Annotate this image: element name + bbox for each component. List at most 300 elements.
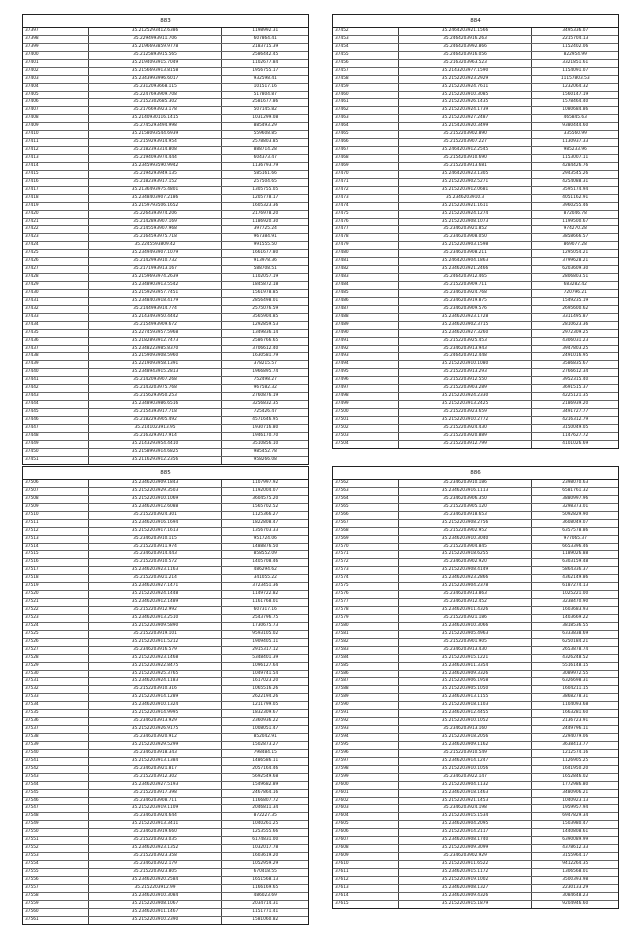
value-cell: 1292859.53: [252, 321, 279, 327]
value-cell: 1211799.05: [252, 702, 279, 708]
value-cell: 1930716.80: [252, 424, 279, 430]
row-id-cell: 37410: [23, 131, 89, 138]
row-id-cell: 37524: [23, 623, 89, 630]
row-id-cell: 37550: [23, 829, 89, 836]
value-cell: 1198992.31: [252, 28, 279, 33]
row-id-cell: 37576: [333, 591, 399, 598]
table-row: [333, 575, 618, 583]
value-cell: 951724.06: [253, 535, 277, 541]
coordinate-cell: 35.2143293954.4410: [89, 441, 223, 448]
value-cell: 1008051.47: [252, 726, 279, 732]
value-cell: 1153007.11: [562, 155, 589, 160]
table-row: [333, 694, 618, 702]
coordinate-cell: 35.2152203910.2772: [399, 417, 533, 424]
coordinate-cell: 35.2348903986.6516: [89, 401, 223, 408]
table-row: [333, 591, 618, 599]
table-row: [333, 655, 618, 663]
coordinate-cell: 35.2152203911.974: [89, 544, 223, 551]
coordinate-cell: 35.2464203912.448: [399, 353, 533, 360]
row-id-cell: 37444: [23, 401, 89, 408]
table-row: [23, 758, 308, 766]
row-id-cell: 37493: [333, 353, 399, 360]
row-id-cell: 37475: [333, 211, 399, 218]
table-row: [333, 583, 618, 591]
value-cell: 11157803.53: [560, 75, 590, 81]
value-cell: 720796.21: [563, 289, 587, 295]
coordinate-cell: 35.2274593957.5968: [89, 330, 223, 337]
coordinate-cell: 35.2346203913.160: [399, 726, 533, 733]
coordinate-cell: 35.2152203908.1073: [399, 219, 533, 226]
row-id-cell: 37563: [333, 488, 399, 495]
value-cell: 6653396.46: [562, 543, 589, 549]
coordinate-cell: 35.2346203912.452: [399, 599, 533, 606]
row-id-cell: 37574: [333, 575, 399, 582]
coordinate-cell: 35.2346203912.6088: [89, 504, 223, 511]
row-id-cell: 37499: [333, 401, 399, 408]
row-id-cell: 37433: [23, 314, 89, 321]
table-row: [333, 734, 618, 742]
row-id-cell: 37426: [23, 258, 89, 265]
coordinate-cell: 35.2346203908.1740: [399, 837, 533, 844]
coordinate-cell: 35.2346203910.186: [399, 480, 533, 487]
coordinate-cell: 35.2152203925.3765: [89, 671, 223, 678]
row-id-cell: 37535: [23, 710, 89, 717]
row-id-cell: 37500: [333, 409, 399, 416]
coordinate-cell: 35.2152203920.889: [399, 433, 533, 440]
coordinate-cell: 35.2152203918.6255: [399, 551, 533, 558]
table-row: [23, 559, 308, 567]
table-row: [23, 678, 308, 686]
value-cell: 4571646.95: [252, 416, 279, 422]
data-table: [23, 480, 308, 924]
value-cell: 378215.57: [253, 361, 277, 367]
coordinate-cell: 35.2346203923.1352: [89, 845, 223, 852]
row-id-cell: 37613: [333, 885, 399, 892]
page-number-header: 885: [23, 467, 308, 480]
value-cell: 872046.78: [563, 210, 587, 216]
coordinate-cell: 35.2346203923.1163: [89, 567, 223, 574]
coordinate-cell: 35.2159793506.1652: [89, 203, 223, 210]
table-row: [333, 686, 618, 694]
row-id-cell: 37419: [23, 203, 89, 210]
row-id-cell: 37422: [23, 226, 89, 233]
coordinate-cell: 35.2346203912.1489: [89, 599, 223, 606]
coordinate-cell: 35.2194093915.7049: [89, 60, 223, 67]
row-id-cell: 37414: [23, 163, 89, 170]
coordinate-cell: 35.2346203921.2466: [399, 266, 533, 273]
table-row: [23, 782, 308, 790]
coordinate-cell: 35.2152203923.358: [89, 853, 223, 860]
row-id-cell: 37434: [23, 322, 89, 329]
table-row: [23, 686, 308, 694]
table-row: [23, 195, 308, 203]
value-cell: 1405708.46: [252, 559, 279, 565]
table-row: [23, 591, 308, 599]
row-id-cell: 37583: [333, 647, 399, 654]
table-row: [23, 433, 308, 441]
table-row: [23, 123, 308, 131]
table-row: [333, 528, 618, 536]
coordinate-cell: 35.2346203915.1172: [399, 869, 533, 876]
row-id-cell: 37595: [333, 742, 399, 749]
value-cell: 974270.28: [563, 226, 587, 232]
table-row: [333, 171, 618, 179]
row-id-cell: 37489: [333, 322, 399, 329]
coordinate-cell: 35.2346203922.179: [89, 861, 223, 868]
row-id-cell: 37408: [23, 115, 89, 122]
coordinate-cell: 35.2464203912.2545: [399, 147, 533, 154]
table-row: [333, 60, 618, 68]
row-id-cell: 37416: [23, 179, 89, 186]
value-cell: 985233.96: [563, 147, 587, 153]
value-cell: 2581677.86: [252, 99, 279, 105]
coordinate-cell: 35.2219093958.1391: [89, 361, 223, 368]
coordinate-cell: 35.2152203914.2117: [399, 829, 533, 836]
table-row: [333, 322, 618, 330]
coordinate-cell: 35.2346203902.3715: [399, 322, 533, 329]
table-row: [333, 52, 618, 60]
row-id-cell: 37429: [23, 282, 89, 289]
value-cell: 1403669.22: [562, 614, 589, 620]
table-row: [23, 306, 308, 314]
coordinate-cell: 35.2152203921.1611: [399, 203, 533, 210]
coordinate-cell: 35.2152203912.0681: [399, 187, 533, 194]
value-cell: 3495336.07: [562, 28, 589, 33]
table-row: [23, 385, 308, 393]
row-id-cell: 37494: [333, 361, 399, 368]
coordinate-cell: 35.2194093974.444: [89, 155, 223, 162]
coordinate-cell: 35.2346203902.920: [399, 559, 533, 566]
value-cell: 1104093.68: [562, 702, 589, 708]
table-row: [333, 282, 618, 290]
table-row: [333, 853, 618, 861]
value-cell: 2294079.06: [562, 734, 589, 739]
table-row: [333, 631, 618, 639]
row-id-cell: 37413: [23, 155, 89, 162]
table-row: [23, 361, 308, 369]
row-id-cell: 37503: [333, 433, 399, 440]
row-id-cell: 37598: [333, 766, 399, 773]
coordinate-cell: 35.2348223985.8370: [89, 346, 223, 353]
value-cell: 1488876.50: [252, 543, 279, 549]
table-row: [333, 92, 618, 100]
row-id-cell: 37564: [333, 496, 399, 503]
coordinate-cell: 35.2152203913.293: [399, 369, 533, 376]
row-id-cell: 37527: [23, 647, 89, 654]
row-id-cell: 37597: [333, 758, 399, 765]
value-cell: 4378612.33: [562, 845, 589, 851]
row-id-cell: 37522: [23, 607, 89, 614]
table-row: [23, 607, 308, 615]
table-row: [333, 369, 618, 377]
value-cell: 1349836.14: [252, 329, 279, 335]
table-row: [333, 829, 618, 837]
value-cell: 1040261.25: [252, 821, 279, 827]
coordinate-cell: 35.2154203910.690: [399, 155, 533, 162]
table-row: [23, 211, 308, 219]
coordinate-cell: 35.2346203909.1162: [399, 742, 533, 749]
table-row: [23, 314, 308, 322]
row-id-cell: 37435: [23, 330, 89, 337]
table-row: [333, 131, 618, 139]
value-cell: 2766612.34: [562, 369, 589, 375]
table-row: [333, 361, 618, 369]
table-row: [333, 99, 618, 107]
value-cell: 1126905.25: [562, 757, 589, 763]
value-cell: 3321851.61: [562, 59, 589, 65]
table-row: [23, 536, 308, 544]
value-cell: 517804.87: [253, 91, 277, 97]
table-row: [333, 877, 618, 885]
coordinate-cell: 35.2152203910.572: [89, 559, 223, 566]
value-cell: 2183715.39: [252, 43, 279, 49]
value-cell: 1652846.02: [562, 773, 589, 779]
table-row: [333, 393, 618, 401]
value-cell: 559608.85: [253, 131, 277, 137]
row-id-cell: 37404: [23, 84, 89, 91]
table-row: [333, 226, 618, 234]
coordinate-cell: 35.2346203911.4326: [399, 607, 533, 614]
coordinate-cell: 35.2346203904.2095: [399, 821, 533, 828]
row-id-cell: 37516: [23, 559, 89, 566]
coordinate-cell: 35.2346203918.343: [89, 750, 223, 757]
table-row: [23, 877, 308, 885]
value-cell: 1565702.52: [252, 503, 279, 509]
value-cell: 486023.69: [253, 892, 277, 898]
row-id-cell: 37615: [333, 901, 399, 908]
table-row: [23, 52, 308, 60]
coordinate-cell: 35.2346203913.863: [399, 591, 533, 598]
coordinate-cell: 35.2346203923.2866: [399, 575, 533, 582]
coordinate-cell: 35.2346203923.1728: [399, 314, 533, 321]
coordinate-cell: 35.2464203923.1305: [399, 171, 533, 178]
value-cell: 2467864.16: [252, 789, 279, 795]
coordinate-cell: 35.2152203902.5271: [399, 179, 533, 186]
table-row: [23, 234, 308, 242]
table-row: [23, 599, 308, 607]
value-cell: 2586766.65: [252, 337, 279, 343]
value-cell: 3868278.31: [562, 694, 589, 700]
row-id-cell: 37538: [23, 734, 89, 741]
value-cell: 958266.08: [253, 456, 277, 462]
row-id-cell: 37511: [23, 520, 89, 527]
coordinate-cell: 35.2152203910.3085: [399, 92, 533, 99]
value-cell: 1096127.64: [252, 662, 279, 668]
table-row: [23, 171, 308, 179]
row-id-cell: 37417: [23, 187, 89, 194]
coordinate-cell: 35.2348903913.5542: [89, 282, 223, 289]
coordinate-cell: 35.2152203915.1879: [399, 901, 533, 908]
coordinate-cell: 35.2182293905.492: [89, 417, 223, 424]
value-cell: 3799628.21: [562, 258, 589, 264]
coordinate-cell: 35.2152203929.5299: [89, 742, 223, 749]
value-cell: 397725.24: [253, 226, 277, 232]
coordinate-cell: 35.2152203909.5890: [89, 623, 223, 630]
table-row: [333, 409, 618, 417]
row-id-cell: 37612: [333, 877, 399, 884]
coordinate-cell: 35.2152203929.3503: [89, 488, 223, 495]
value-cell: 1151771.41: [252, 908, 279, 914]
coordinate-cell: 35.2176693923.178: [89, 107, 223, 114]
value-cell: 1166807.72: [252, 797, 279, 803]
value-cell: 1154091.07: [562, 67, 589, 73]
value-cell: 858552.09: [253, 551, 277, 557]
value-cell: 932598.41: [253, 75, 277, 81]
value-cell: 1440808.61: [562, 829, 589, 835]
coordinate-cell: 35.2152203924.430: [399, 425, 533, 432]
coordinate-cell: 35.2152203921.186: [399, 615, 533, 622]
row-id-cell: 37541: [23, 758, 89, 765]
table-row: [333, 639, 618, 647]
coordinate-cell: 35.2346203922.147: [399, 774, 533, 781]
value-cell: 1189026.88: [562, 551, 589, 557]
value-cell: 1561978.85: [252, 289, 279, 295]
table-row: [333, 813, 618, 821]
coordinate-cell: 35.2152203914.9995: [89, 710, 223, 717]
row-id-cell: 37604: [333, 813, 399, 820]
coordinate-cell: 35.2464203921.1566: [399, 28, 533, 35]
coordinate-cell: 35.2171993913.167: [89, 266, 223, 273]
table-row: [23, 250, 308, 258]
value-cell: 1295054.21: [562, 250, 589, 256]
table-row: [23, 346, 308, 354]
table-row: [23, 623, 308, 631]
table-row: [23, 742, 308, 750]
row-id-cell: 37441: [23, 377, 89, 384]
coordinate-cell: 35.2346203913.943: [399, 346, 533, 353]
value-cell: 1032017.78: [252, 845, 279, 851]
table-row: [23, 544, 308, 552]
coordinate-cell: 35.2152203924.1274: [399, 211, 533, 218]
value-cell: 1199500.67: [562, 218, 589, 224]
value-cell: 1152402.06: [562, 43, 589, 49]
table-row: [23, 805, 308, 813]
row-id-cell: 37458: [333, 76, 399, 83]
coordinate-cell: 35.2145593907.968: [89, 226, 223, 233]
table-row: [333, 234, 618, 242]
row-id-cell: 37442: [23, 385, 89, 392]
row-id-cell: 37415: [23, 171, 89, 178]
row-id-cell: 37571: [333, 551, 399, 558]
coordinate-cell: 35.2152203904.1132: [399, 782, 533, 789]
value-cell: 1049741.54: [252, 670, 279, 676]
row-id-cell: 37575: [333, 583, 399, 590]
value-cell: 2034714.31: [252, 900, 279, 906]
value-cell: 1192004.07: [252, 487, 279, 493]
coordinate-cell: 35.2116293912.2356: [89, 457, 223, 464]
page-number-header: 886: [333, 467, 618, 480]
value-cell: 2491016.95: [562, 353, 589, 359]
value-cell: 1147627.72: [562, 432, 589, 438]
table-row: [23, 107, 308, 115]
row-id-cell: 37599: [333, 774, 399, 781]
row-id-cell: 37449: [23, 441, 89, 448]
row-id-cell: 37525: [23, 631, 89, 638]
value-cell: 977065.37: [563, 535, 587, 541]
row-id-cell: 37476: [333, 219, 399, 226]
coordinate-cell: 35.2346203902.929: [399, 853, 533, 860]
table-row: [23, 869, 308, 877]
table-row: [23, 155, 308, 163]
value-cell: 465845.63: [563, 115, 587, 121]
coordinate-cell: 35.2346203916.1113: [399, 488, 533, 495]
coordinate-cell: 35.2152203908.1067: [89, 901, 223, 908]
coordinate-cell: 35.2346203908.050: [399, 234, 533, 241]
row-id-cell: 37405: [23, 92, 89, 99]
table-row: [333, 219, 618, 227]
data-table: [23, 28, 308, 464]
table-row: [23, 330, 308, 338]
row-id-cell: 37425: [23, 250, 89, 257]
coordinate-cell: 35.2312093668.115: [89, 84, 223, 91]
row-id-cell: 37496: [333, 377, 399, 384]
value-cell: 5692549.68: [252, 773, 279, 779]
value-cell: 2943545.26: [562, 170, 589, 176]
table-row: [333, 195, 618, 203]
coordinate-cell: 35.2154993909.672: [89, 322, 223, 329]
row-id-cell: 37551: [23, 837, 89, 844]
row-id-cell: 37578: [333, 607, 399, 614]
row-id-cell: 37573: [333, 567, 399, 574]
table-row: [23, 845, 308, 853]
coordinate-cell: 35.2152203909.711: [399, 282, 533, 289]
value-cell: 3150049.05: [562, 424, 589, 430]
table-row: [333, 480, 618, 488]
coordinate-cell: 35.2349493907.1079: [89, 250, 223, 257]
table-row: [23, 528, 308, 536]
row-id-cell: 37577: [333, 599, 399, 606]
coordinate-cell: 35.2346203910.3040: [399, 536, 533, 543]
value-cell: 257504.65: [253, 178, 277, 184]
table-row: [23, 139, 308, 147]
row-id-cell: 37484: [333, 282, 399, 289]
coordinate-cell: 35.2346203919.660: [89, 829, 223, 836]
row-id-cell: 37460: [333, 92, 399, 99]
table-row: [333, 671, 618, 679]
coordinate-cell: 35.2156693913.8158: [89, 68, 223, 75]
value-cell: 2695600.62: [562, 305, 589, 311]
coordinate-cell: 35.2152302685.302: [89, 99, 223, 106]
value-cell: 1730675.73: [252, 622, 279, 628]
row-id-cell: 37478: [333, 234, 399, 241]
row-id-cell: 37448: [23, 433, 89, 440]
table-row: [23, 821, 308, 829]
table-row: [333, 861, 618, 869]
table-row: [333, 599, 618, 607]
table-row: [23, 36, 308, 44]
row-id-cell: 37580: [333, 623, 399, 630]
table-row: [23, 322, 308, 330]
coordinate-cell: 35.2346203927.5193: [89, 782, 223, 789]
value-cell: 3084648.23: [562, 892, 589, 898]
row-id-cell: 37546: [23, 798, 89, 805]
value-cell: 4306031.23: [562, 337, 589, 343]
row-id-cell: 37421: [23, 219, 89, 226]
table-row: [333, 385, 618, 393]
coordinate-cell: 35.2152203912.99: [89, 885, 223, 892]
table-row: [333, 115, 618, 123]
row-id-cell: 37520: [23, 591, 89, 598]
table-row: [333, 774, 618, 782]
value-cell: 1603683.93: [562, 607, 589, 612]
coordinate-cell: 35.2152203923.805: [89, 869, 223, 876]
value-cell: 1080684.86: [562, 107, 589, 113]
row-id-cell: 37488: [333, 314, 399, 321]
row-id-cell: 37585: [333, 663, 399, 670]
coordinate-cell: 35.2152203903.289: [399, 385, 533, 392]
row-id-cell: 37473: [333, 195, 399, 202]
row-id-cell: 37614: [333, 893, 399, 900]
